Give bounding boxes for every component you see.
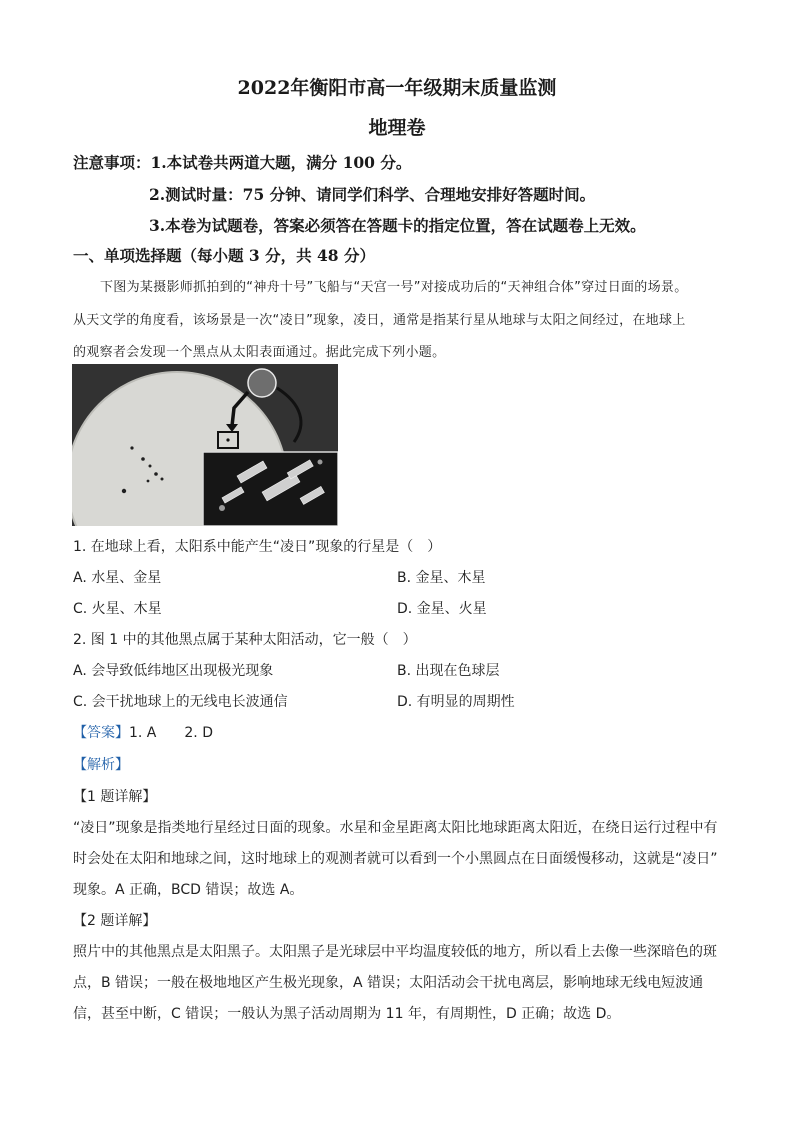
section-1-title: 一、单项选择题（每小题 3 分，共 48 分） — [73, 246, 375, 265]
answer-text: 1. A 2. D — [129, 725, 213, 741]
detail-2-line-1: 照片中的其他黑点是太阳黑子。太阳黑子是光球层中平均温度较低的地方，所以看上去像一些深暗色的斑 — [73, 944, 717, 960]
detail-2-line-3: 信，甚至中断，C 错误；一般认为黑子活动周期为 11 年，有周期性，D 正确；故选 D。 — [73, 1006, 621, 1022]
q2-option-d: D. 有明显的周期性 — [397, 694, 515, 710]
intro-line-3: 的观察者会发现一个黑点从太阳表面通过。据此完成下列小题。 — [73, 345, 446, 360]
notice-line-1: 注意事项：1.本试卷共两道大题，满分 100 分。 — [73, 153, 412, 172]
q1-option-d: D. 金星、火星 — [397, 601, 487, 617]
detail-1-line-3: 现象。A 正确，BCD 错误；故选 A。 — [73, 882, 304, 898]
q1-stem: 1. 在地球上看，太阳系中能产生“凌日”现象的行星是（ ） — [73, 539, 442, 555]
detail-1-line-2: 时会处在太阳和地球之间，这时地球上的观测者就可以看到一个小黑圆点在日面缓慢移动，这就是“凌日” — [73, 851, 718, 867]
q1-option-a: A. 水星、金星 — [73, 570, 162, 586]
q2-option-c: C. 会干扰地球上的无线电长波通信 — [73, 694, 288, 710]
exam-title: 2022年衡阳市高一年级期末质量监测 — [237, 77, 557, 99]
detail-2-title: 【2 题详解】 — [73, 913, 157, 929]
solar-transit-illustration — [72, 364, 338, 526]
answer-tag: 【答案】 — [73, 725, 129, 741]
q2-stem: 2. 图 1 中的其他黑点属于某种太阳活动，它一般（ ） — [73, 632, 417, 648]
notice-line-3: 3.本卷为试题卷，答案必须答在答题卡的指定位置，答在试题卷上无效。 — [149, 216, 646, 235]
exam-subtitle: 地理卷 — [368, 117, 426, 139]
detail-2-line-2: 点，B 错误；一般在极地地区产生极光现象，A 错误；太阳活动会干扰电离层，影响地球无线电短波通 — [73, 975, 704, 991]
q1-option-c: C. 火星、木星 — [73, 601, 162, 617]
q2-option-a: A. 会导致低纬地区出现极光现象 — [73, 663, 274, 679]
detail-1-line-1: “凌日”现象是指类地行星经过日面的现象。水星和金星距离太阳比地球距离太阳近，在绕日运行过程中有 — [73, 820, 718, 836]
notice-line-2: 2.测试时量：75 分钟、请同学们科学、合理地安排好答题时间。 — [149, 185, 596, 204]
analysis-tag: 【解析】 — [73, 757, 129, 773]
intro-line-2: 从天文学的角度看，该场景是一次“凌日”现象，凌日，通常是指某行星从地球与太阳之间经过，在地球上 — [73, 313, 686, 328]
solar-transit-photo — [72, 364, 338, 526]
intro-line-1: 下图为某摄影师抓拍到的“神舟十号”飞船与“天宫一号”对接成功后的“天神组合体”穿过日面的场景。 — [100, 280, 688, 295]
q2-option-b: B. 出现在色球层 — [397, 663, 500, 679]
detail-1-title: 【1 题详解】 — [73, 789, 157, 805]
q1-option-b: B. 金星、木星 — [397, 570, 486, 586]
answer-line — [73, 722, 213, 742]
